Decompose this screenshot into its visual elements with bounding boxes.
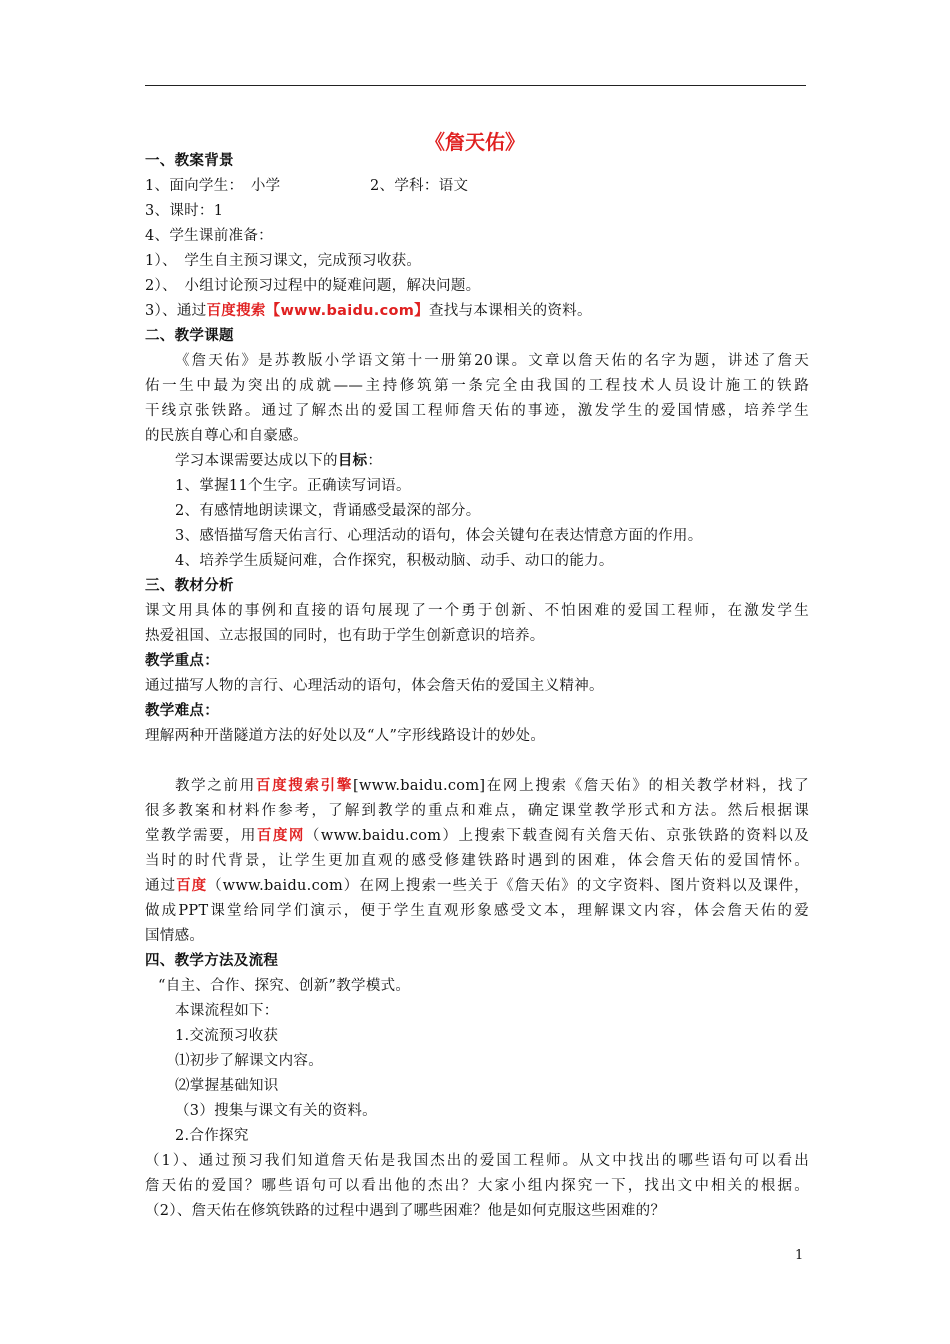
teaching-mode: “自主、合作、探究、创新”教学模式。 bbox=[158, 978, 411, 994]
subject-text: 2、学科：语文 bbox=[370, 178, 469, 194]
section-heading-background: 一、教案背景 bbox=[145, 153, 234, 169]
flow-step-2: 2.合作探究 bbox=[175, 1128, 249, 1144]
section-heading-method: 四、教学方法及流程 bbox=[145, 953, 279, 969]
goal-item: 4、培养学生质疑问难，合作探究，积极动脑、动手、动口的能力。 bbox=[175, 553, 614, 569]
prep-text: （www.baidu.com）上搜索下载查阅有关詹天佑、京张铁路的资料以及 bbox=[304, 828, 809, 844]
prep-para-line bbox=[145, 826, 809, 846]
topic-para-line: 《詹天佑》是苏教版小学语文第十一册第20课。文章以詹天佑的名字为题，讲述了詹天 bbox=[175, 353, 809, 369]
flow-substep: ⑵掌握基础知识 bbox=[175, 1078, 279, 1094]
difficulty-text: 理解两种开凿隧道方法的好处以及“人”字形线路设计的妙处。 bbox=[145, 728, 546, 744]
analysis-para-line: 热爱祖国、立志报国的同时，也有助于学生创新意识的培养。 bbox=[145, 628, 545, 644]
goals-keyword: 目标 bbox=[337, 453, 368, 469]
question-line: 詹天佑的爱国？哪些语句可以看出他的杰出？大家小组内探究一下，找出文中相关的根据。 bbox=[145, 1178, 809, 1194]
prep-text: [www.baidu.com]在网上搜索《詹天佑》的相关教学材料，找了 bbox=[353, 778, 809, 794]
header-rule bbox=[145, 85, 806, 86]
prep-para-line: 做成PPT课堂给同学们演示，便于学生直观形象感受文本，理解课文内容，体会詹天佑的爱 bbox=[145, 903, 809, 919]
line-prep-3 bbox=[145, 301, 809, 321]
prep-text: 堂教学需要，用 bbox=[145, 828, 257, 844]
baidu-link[interactable]: 百度 bbox=[176, 878, 208, 894]
line-prep-1: 1）、 学生自主预习课文，完成预习收获。 bbox=[145, 253, 422, 269]
baidu-web-link[interactable]: 百度网 bbox=[256, 828, 305, 844]
goals-colon: ： bbox=[367, 453, 383, 469]
line-periods: 3、课时：1 bbox=[145, 203, 224, 219]
flow-intro: 本课流程如下： bbox=[175, 1003, 279, 1019]
goal-item: 1、掌握11个生字。正确读写词语。 bbox=[175, 478, 411, 494]
topic-para-line: 干线京张铁路。通过了解杰出的爱国工程师詹天佑的事迹，激发学生的爱国情感，培养学生 bbox=[145, 403, 809, 419]
difficulty-heading: 教学难点： bbox=[145, 703, 219, 719]
prep-text: （www.baidu.com）在网上搜索一些关于《詹天佑》的文字资料、图片资料以及课件， bbox=[207, 878, 809, 894]
document-title: 《詹天佑》 bbox=[425, 130, 525, 154]
goal-item: 2、有感情地朗读课文，背诵感受最深的部分。 bbox=[175, 503, 481, 519]
page-number: 1 bbox=[795, 1248, 804, 1263]
prep-para-line bbox=[145, 876, 809, 896]
prep-para-line bbox=[175, 776, 809, 796]
goals-intro-text: 学习本课需要达成以下的 bbox=[175, 453, 338, 469]
topic-para-line: 佑一生中最为突出的成就——主持修筑第一条完全由我国的工程技术人员设计施工的铁路 bbox=[145, 378, 809, 394]
prep-para-line: 当时的时代背景，让学生更加直观的感受修建铁路时遇到的困难，体会詹天佑的爱国情怀。 bbox=[145, 853, 809, 869]
prep3-prefix: 3）、通过 bbox=[145, 303, 207, 319]
line-prep: 4、学生课前准备： bbox=[145, 228, 273, 244]
flow-substep: ⑴初步了解课文内容。 bbox=[175, 1053, 323, 1069]
prep-para-line: 国情感。 bbox=[145, 928, 205, 944]
question-line: （2）、詹天佑在修筑铁路的过程中遇到了哪些困难？他是如何克服这些困难的？ bbox=[145, 1203, 666, 1219]
baidu-search-engine-link[interactable]: 百度搜索引擎 bbox=[255, 778, 354, 794]
goal-item: 3、感悟描写詹天佑言行、心理活动的语句，体会关键句在表达情意方面的作用。 bbox=[175, 528, 703, 544]
section-heading-analysis: 三、教材分析 bbox=[145, 578, 234, 594]
question-line: （1）、通过预习我们知道詹天佑是我国杰出的爱国工程师。从文中找出的哪些语句可以看出 bbox=[145, 1153, 809, 1169]
prep-para-line: 很多教案和材料作参考，了解到教学的重点和难点，确定课堂教学形式和方法。然后根据课 bbox=[145, 803, 809, 819]
goals-intro bbox=[175, 451, 839, 471]
topic-para-line: 的民族自尊心和自豪感。 bbox=[145, 428, 308, 444]
prep3-suffix: 查找与本课相关的资料。 bbox=[428, 303, 592, 319]
line-prep-2: 2）、 小组讨论预习过程中的疑难问题，解决问题。 bbox=[145, 278, 481, 294]
audience-text: 1、面向学生： 小学 bbox=[145, 178, 281, 194]
prep-text: 通过 bbox=[145, 878, 177, 894]
key-point-text: 通过描写人物的言行、心理活动的语句，体会詹天佑的爱国主义精神。 bbox=[145, 678, 604, 694]
key-point-heading: 教学重点： bbox=[145, 653, 219, 669]
section-heading-topic: 二、教学课题 bbox=[145, 328, 234, 344]
flow-substep: （3）搜集与课文有关的资料。 bbox=[175, 1103, 377, 1119]
analysis-para-line: 课文用具体的事例和直接的语句展现了一个勇于创新、不怕困难的爱国工程师，在激发学生 bbox=[145, 603, 809, 619]
prep-text: 教学之前用 bbox=[175, 778, 256, 794]
line-audience bbox=[145, 176, 809, 196]
flow-step-1: 1.交流预习收获 bbox=[175, 1028, 279, 1044]
baidu-search-link[interactable]: 百度搜索【www.baidu.com】 bbox=[206, 303, 429, 319]
